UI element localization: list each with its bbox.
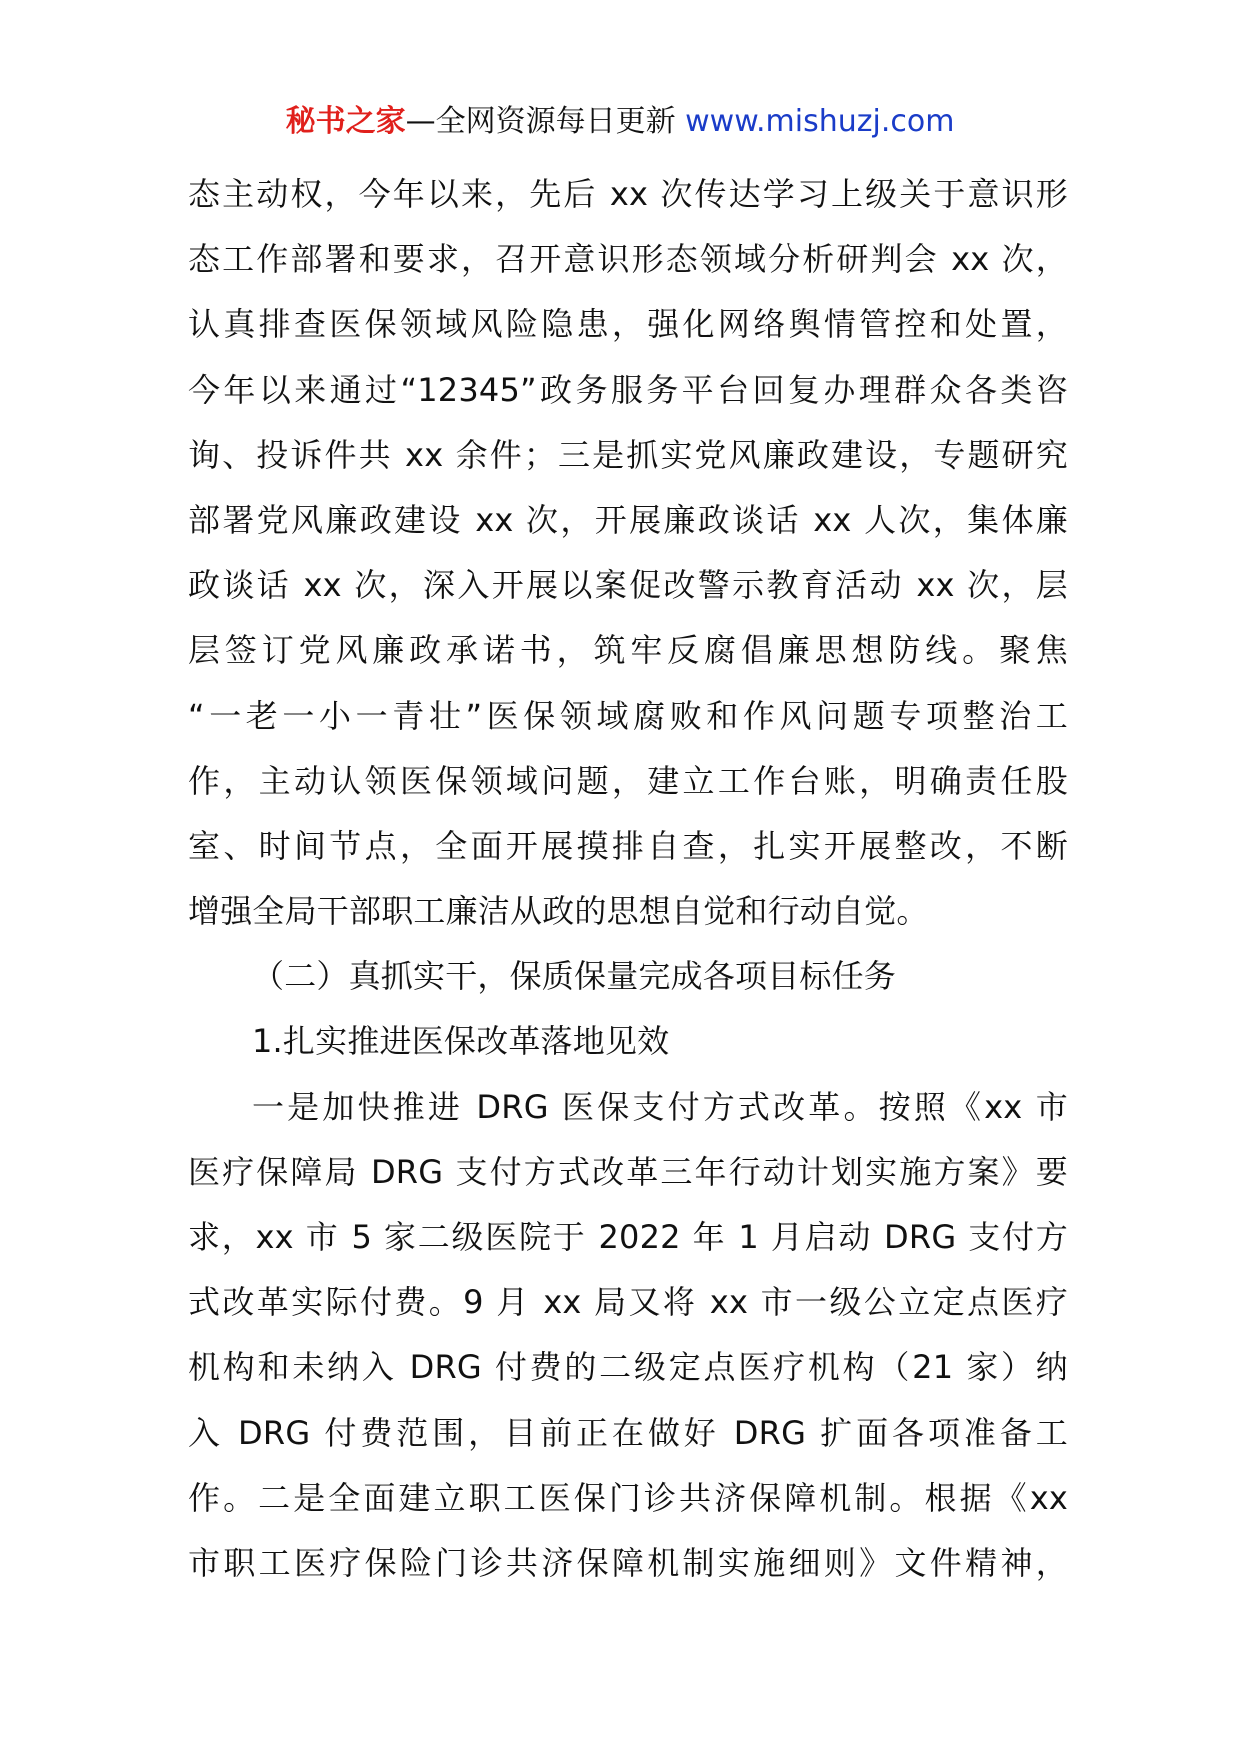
text-line: 医疗保障局 DRG 支付方式改革三年行动计划实施方案》要	[188, 1152, 1068, 1191]
text-line: 今年以来通过“12345”政务服务平台回复办理群众各类咨	[188, 370, 1068, 409]
section-heading: （二）真抓实干，保质保量完成各项目标任务	[252, 957, 897, 996]
paragraph-first-line: 一是加快推进 DRG 医保支付方式改革。按照《xx 市	[252, 1087, 1068, 1126]
header-tagline: —全网资源每日更新	[405, 104, 676, 139]
text-line: 作。二是全面建立职工医保门诊共济保障机制。根据《xx	[188, 1478, 1068, 1517]
text-line: 政谈话 xx 次，深入开展以案促改警示教育活动 xx 次，层	[188, 566, 1068, 605]
text-line: 部署党风廉政建设 xx 次，开展廉政谈话 xx 人次，集体廉	[188, 500, 1068, 539]
text-line: 室、时间节点，全面开展摸排自查，扎实开展整改，不断	[188, 826, 1068, 865]
text-line: 态工作部署和要求，召开意识形态领域分析研判会 xx 次，	[188, 240, 1068, 279]
text-line: 机构和未纳入 DRG 付费的二级定点医疗机构（21 家）纳	[188, 1348, 1068, 1387]
text-line: 层签订党风廉政承诺书，筑牢反腐倡廉思想防线。聚焦	[188, 631, 1068, 670]
brand-name: 秘书之家	[285, 104, 406, 139]
text-line: 入 DRG 付费范围，目前正在做好 DRG 扩面各项准备工	[188, 1413, 1068, 1452]
document-body	[188, 162, 1068, 1596]
text-line: 作，主动认领医保领域问题，建立工作台账，明确责任股	[188, 761, 1068, 800]
text-line: 求，xx 市 5 家二级医院于 2022 年 1 月启动 DRG 支付方	[188, 1218, 1068, 1256]
text-line: 态主动权，今年以来，先后 xx 次传达学习上级关于意识形	[188, 175, 1068, 213]
subsection-heading: 1.扎实推进医保改革落地见效	[252, 1022, 670, 1061]
text-line: “一老一小一青壮”医保领域腐败和作风问题专项整治工	[188, 696, 1068, 735]
text-line: 式改革实际付费。9 月 xx 局又将 xx 市一级公立定点医疗	[188, 1283, 1068, 1322]
text-line: 认真排查医保领域风险隐患，强化网络舆情管控和处置，	[188, 305, 1068, 344]
text-line: 市职工医疗保险门诊共济保障机制实施细则》文件精神，	[188, 1543, 1068, 1582]
text-line: 询、投诉件共 xx 余件；三是抓实党风廉政建设，专题研究	[188, 435, 1068, 474]
site-url-link[interactable]: www.mishuzj.com	[685, 104, 955, 139]
text-line: 增强全局干部职工廉洁从政的思想自觉和行动自觉。	[188, 892, 929, 931]
site-header	[0, 100, 1240, 144]
